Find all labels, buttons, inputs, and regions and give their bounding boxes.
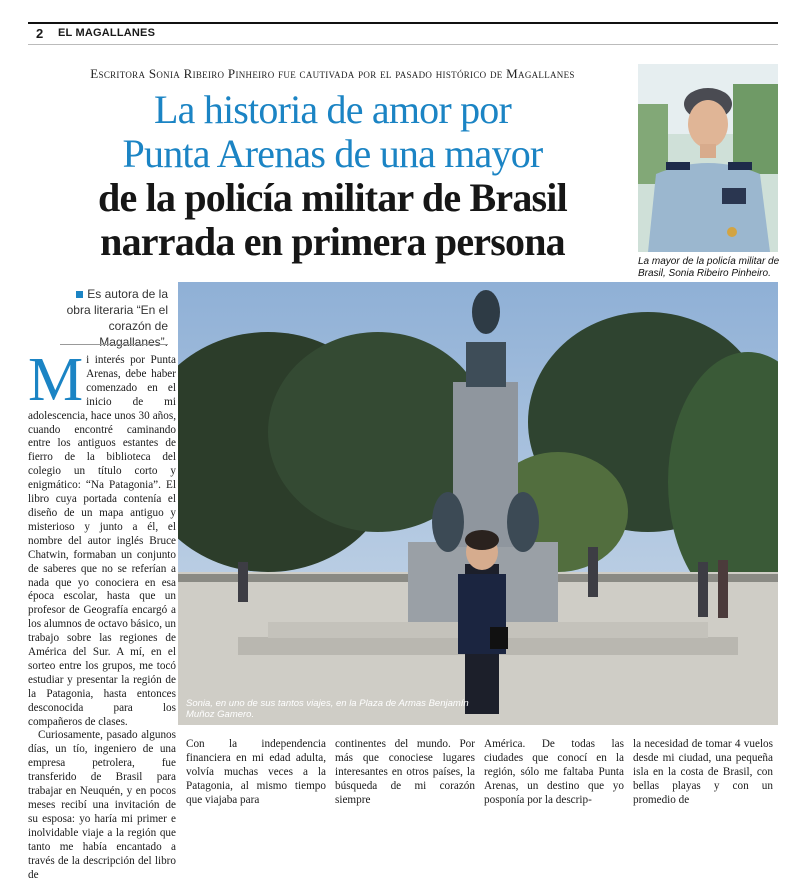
paragraph-1: i interés por Punta Arenas, debe haber comenzado en el inicio de mi adolescencia, hace unos 30 años, cuando encontré caminando entre los antiguos estantes de fierro de la biblioteca del colegio un título corto y enigmático: “Na Patagonia”. El libro cuya portada contenía el diseño de un mapa antiguo y misterioso y junto a él, el nombre del autor inglés Bruce Chatwin, formaban un conjunto de saberes que no se referían a nada que yo conociera en esa época escolar, hasta que un profesor de Geografía encargó a los alumnos de octavo básico, un trabajo sobre las regiones de América del Sur. A mí, en el sorteo entre los grupos, me tocó estudiar y presentar la región de la Patagonia, hasta entonces desconocida para los compañeros de clases. [28,354,176,728]
main-photo [178,282,778,725]
headline-line-1: La historia de amor por [153,87,512,132]
article-column-3: continentes del mundo. Por más que conociese lugares interesantes en otros países, la búsqueda de mi corazón siempre [335,738,475,806]
main-photo-caption: Sonia, en uno de sus tantos viajes, en la Plaza de Armas Benjamín Muñoz Gamero. [186,698,469,720]
bullet-square-icon [76,291,83,298]
article-column-1 [28,346,176,882]
header-rule [28,22,778,24]
drop-cap: M [28,346,84,414]
article-column-4: América. De todas las ciudades que conocí en la región, sólo me faltaba Punta Arenas, un destino que yo posponía por la descrip- [484,738,624,806]
blurb-rule [60,344,168,345]
header-divider [28,44,778,45]
kicker: Escritora Sonia Ribeiro Pinheiro fue cautivada por el pasado histórico de Magallanes [90,66,575,81]
headline-line-3: de la policía militar de Brasil [98,175,567,220]
newspaper-name: EL MAGALLANES [58,27,156,39]
headline-line-4: narrada en primera persona [100,219,565,264]
article-column-2: Con la independencia financiera en mi edad adulta, volvía muchas veces a la Patagonia, al mismo tiempo que viajaba para [186,738,326,806]
blurb-text: Es autora de la obra literaria “En el corazón de Magallanes”. [66,287,168,349]
headline-line-2: Punta Arenas de una mayor [122,131,543,176]
portrait-photo [638,64,778,252]
article-column-5: la necesidad de tomar 4 vuelos desde mi ciudad, una pequeña isla en la costa de Brasil, con bellas playas y con un promedio de [633,738,773,806]
paragraph-2: Curiosamente, pasado algunos días, un tío, ingeniero de una empresa petrolera, fue transferido de Brasil para trabajar en Neuquén, y en pocos meses recibí una invitación de su esposa: yo haría mi primer e inolvidable viaje a la región que tanto me había encantado a través de la descripción del libro de [28,729,176,881]
summary-blurb [60,286,168,350]
portrait-caption: La mayor de la policía militar de Brasil, Sonia Ribeiro Pinheiro. [638,256,780,279]
page-number: 2 [36,26,44,41]
